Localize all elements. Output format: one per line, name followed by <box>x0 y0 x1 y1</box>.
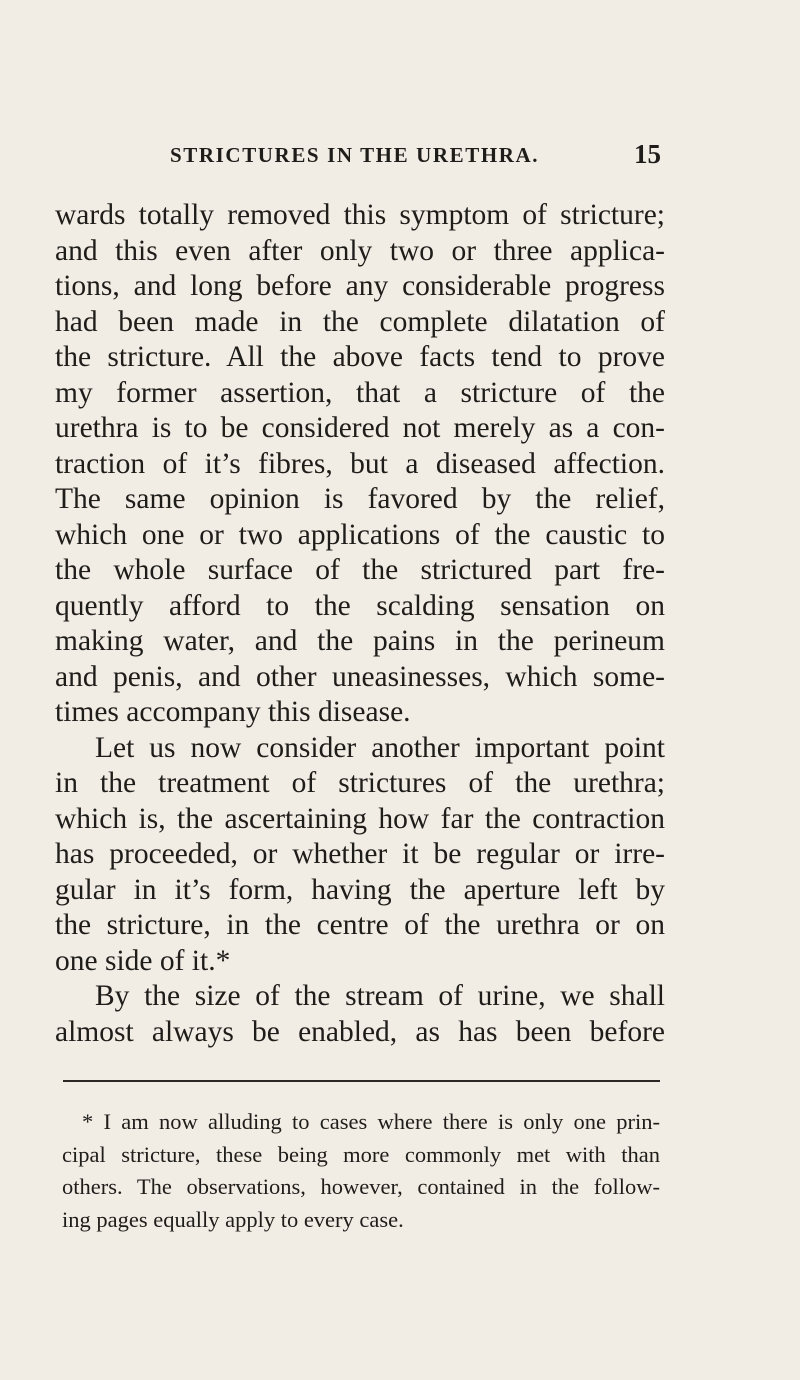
text-line: the stricture. All the above facts tend to prove <box>55 341 665 373</box>
paragraph-start-line: Let us now consider another important point <box>95 731 665 764</box>
text-line: making water, and the pains in the perineum <box>55 625 665 657</box>
text-line: urethra is to be considered not merely as a con- <box>55 412 665 444</box>
footnote-reference-line: one side of it.* <box>55 944 231 977</box>
running-head <box>170 139 660 179</box>
page-number: 15 <box>634 139 661 169</box>
text-line: and penis, and other uneasinesses, which some- <box>55 660 665 693</box>
text-line: quently afford to the scalding sensation on <box>55 589 665 622</box>
text-line: in the treatment of strictures of the urethra; <box>55 767 665 799</box>
text-line: the whole surface of the strictured part fre- <box>55 554 665 586</box>
text-line: and this even after only two or three applica- <box>55 234 665 267</box>
footnote-rule <box>63 1080 660 1082</box>
text-line: which one or two applications of the caustic to <box>55 518 665 551</box>
text-line: had been made in the complete dilatation of <box>55 305 665 338</box>
running-title: STRICTURES IN THE URETHRA. <box>170 143 540 167</box>
footnote-line: others. The observations, however, contained in the follow- <box>62 1174 660 1199</box>
text-line: wards totally removed this symptom of stricture; <box>55 199 665 231</box>
text-line: tions, and long before any considerable progress <box>55 270 665 302</box>
text-line: traction of it’s fibres, but a diseased affection. <box>55 447 665 480</box>
text-line: almost always be enabled, as has been before <box>55 1015 665 1048</box>
body-text <box>55 198 665 1050</box>
text-line: has proceeded, or whether it be regular or irre- <box>55 838 665 870</box>
text-line: which is, the ascertaining how far the contraction <box>55 802 665 835</box>
footnote <box>62 1106 660 1236</box>
text-line: times accompany this disease. <box>55 696 411 728</box>
text-line: my former assertion, that a stricture of the <box>55 376 665 409</box>
text-line: the stricture, in the centre of the urethra or on <box>55 909 665 941</box>
text-line: gular in it’s form, having the aperture left by <box>55 873 665 906</box>
footnote-line: cipal stricture, these being more commonly met with than <box>62 1141 660 1167</box>
paragraph-start-line: By the size of the stream of urine, we shall <box>95 980 665 1012</box>
footnote-line: * I am now alluding to cases where there is only one prin- <box>82 1109 660 1134</box>
text-line: The same opinion is favored by the relief, <box>55 483 665 515</box>
footnote-line: ing pages equally apply to every case. <box>62 1206 404 1232</box>
